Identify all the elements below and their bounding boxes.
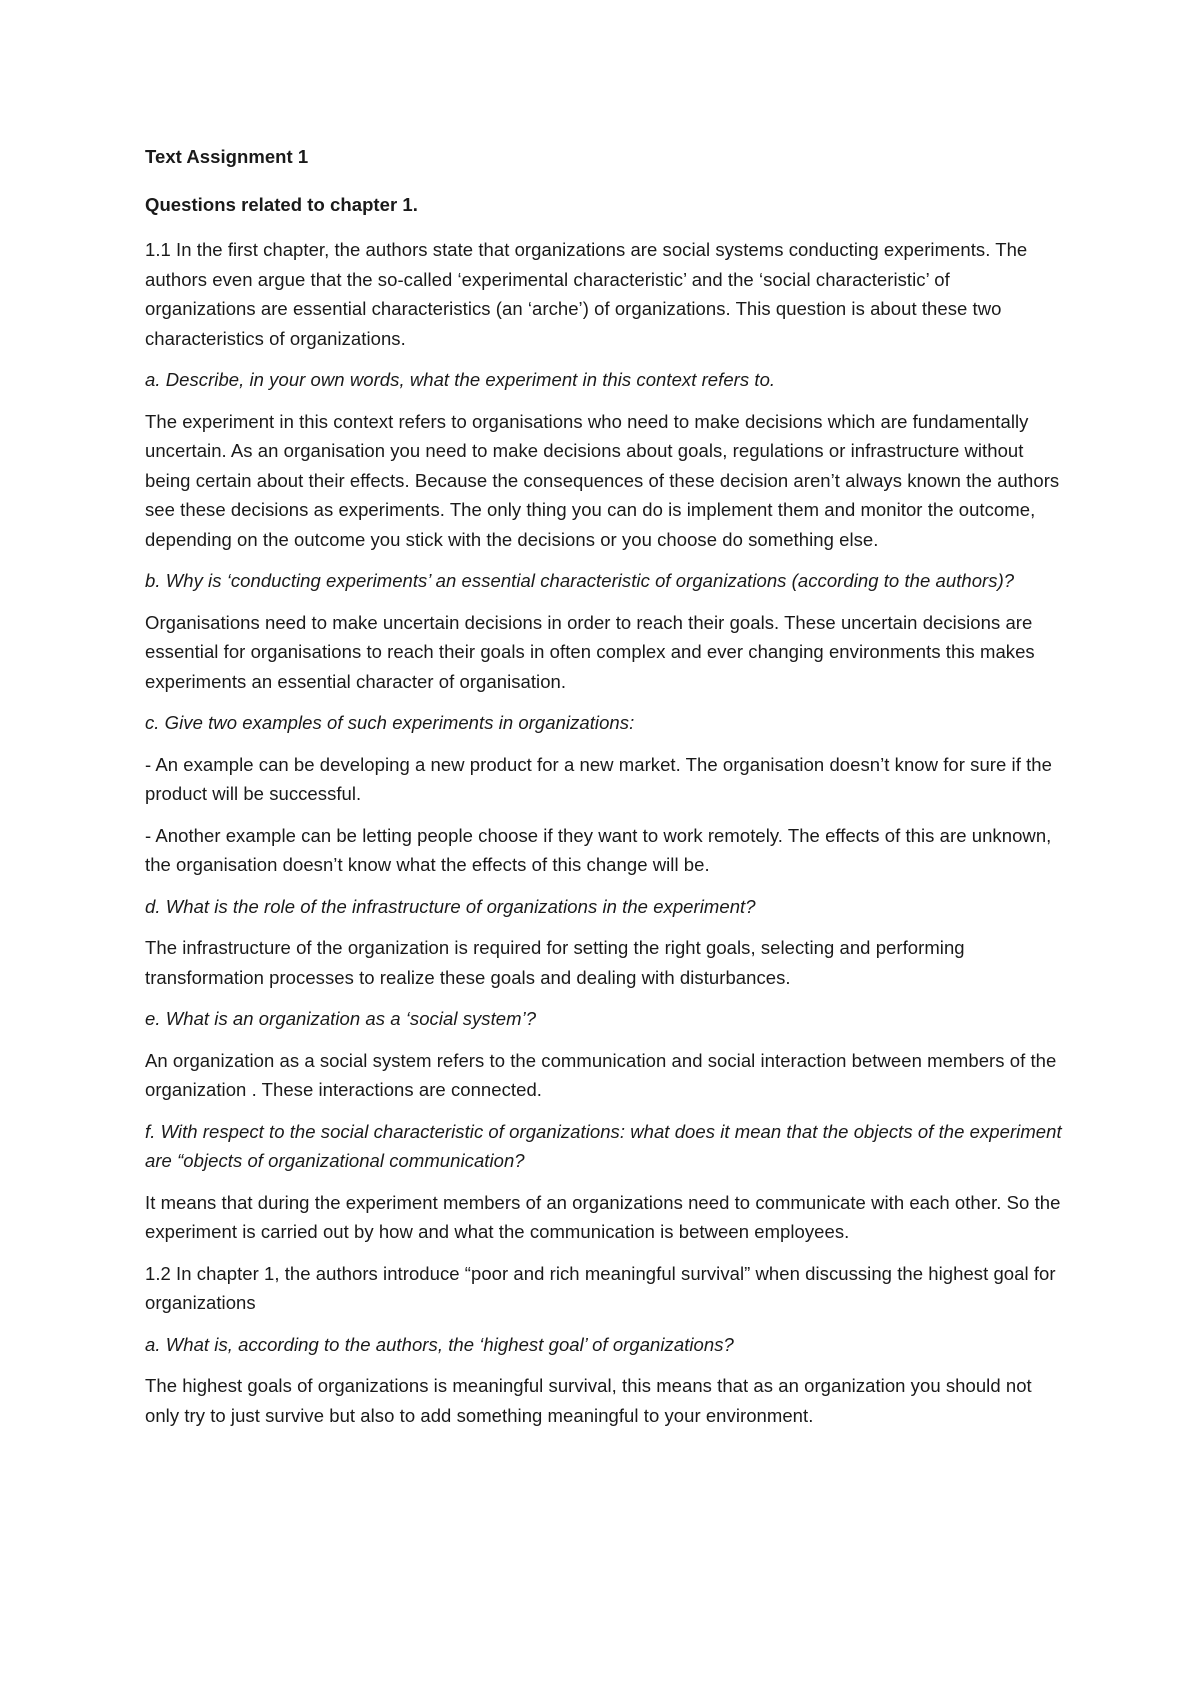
document-page	[145, 142, 1065, 1442]
answer-1-1-c-example-2: - Another example can be letting people choose if they want to work remotely. The effects of this are unknown, the organisation doesn’t know what the effects of this change will be.	[145, 824, 1052, 875]
answer-1-1-e: An organization as a social system refers to the communication and social interaction between members of the organization . These interactions are connected.	[145, 1049, 1057, 1100]
answer-1-1-c-example-1: - An example can be developing a new product for a new market. The organisation doesn’t know for sure if the product will be successful.	[145, 753, 1052, 804]
answer-1-1-b: Organisations need to make uncertain decisions in order to reach their goals. These uncertain decisions are essential for organisations to reach their goals in often complex and ever changing environments this makes experiments an essential character of organisation.	[145, 611, 1035, 692]
question-1-1-e: e. What is an organization as a ‘social system’?	[145, 1008, 537, 1029]
answer-1-1-a: The experiment in this context refers to organisations who need to make decisions which are fundamentally uncertain. As an organisation you need to make decisions about goals, regulations or infrastructure without being certain about their effects. Because the consequences of these decision aren’t always known the authors see these decisions as experiments. The only thing you can do is implement them and monitor the outcome, depending on the outcome you stick with the decisions or you choose do something else.	[145, 410, 1060, 550]
question-1-1-d: d. What is the role of the infrastructure of organizations in the experiment?	[145, 895, 756, 917]
answer-1-1-f: It means that during the experiment members of an organizations need to communicate with each other. So the experiment is carried out by how and what the communication is between employees.	[145, 1191, 1061, 1242]
answer-1-1-d: The infrastructure of the organization is required for setting the right goals, selecting and performing transformation processes to realize these goals and dealing with disturbances.	[145, 937, 965, 988]
question-1-1-c: c. Give two examples of such experiments in organizations:	[145, 712, 635, 733]
question-1-2-a: a. What is, according to the authors, the ‘highest goal’ of organizations?	[145, 1333, 734, 1355]
question-intro-1-2: 1.2 In chapter 1, the authors introduce “poor and rich meaningful survival” when discussing the highest goal for organizations	[145, 1262, 1056, 1313]
section-heading: Questions related to chapter 1.	[145, 193, 418, 215]
document-title: Text Assignment 1	[145, 146, 309, 167]
question-1-1-a: a. Describe, in your own words, what the experiment in this context refers to.	[145, 369, 776, 390]
question-1-1-b: b. Why is ‘conducting experiments’ an essential characteristic of organizations (according to the authors)?	[145, 570, 1015, 591]
question-intro-1-1: 1.1 In the first chapter, the authors state that organizations are social systems conducting experiments. The authors even argue that the so-called ‘experimental characteristic’ and the ‘social characteristic’ of organizations are essential characteristics (an ‘arche’) of organizations. This question is about these two characteristics of organizations.	[145, 239, 1028, 349]
question-1-1-f: f. With respect to the social characteristic of organizations: what does it mean that the objects of the experiment are “objects of organizational communication?	[145, 1120, 1062, 1171]
answer-1-2-a: The highest goals of organizations is meaningful survival, this means that as an organization you should not only try to just survive but also to add something meaningful to your environment.	[145, 1375, 1032, 1426]
